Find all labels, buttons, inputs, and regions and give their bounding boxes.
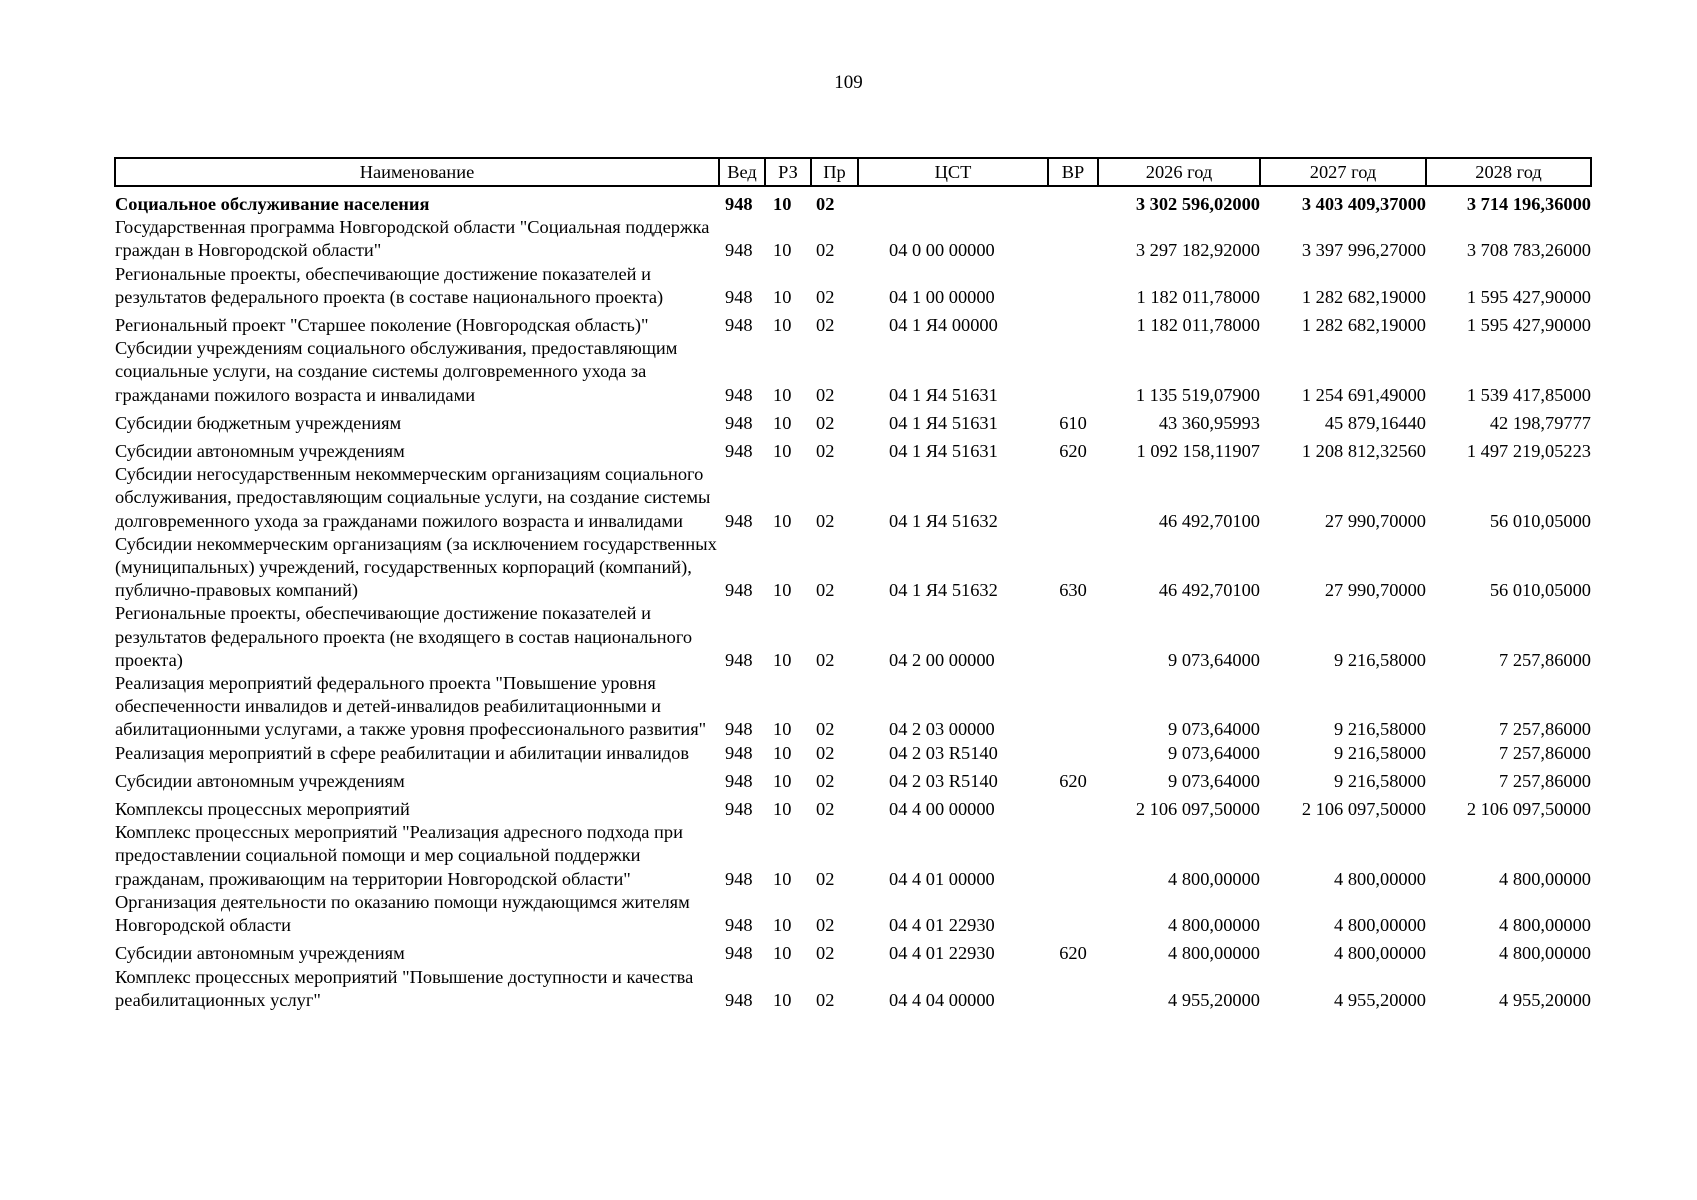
cell-2028: 3 714 196,36000: [1466, 194, 1591, 214]
cell-cst: 04 4 01 22930: [889, 915, 995, 936]
table-row: [115, 407, 1591, 435]
cell-name: Субсидии некоммерческим организациям (за исключением государственных (муниципальных) учреждений, государственных корпораций (компаний), публично-правовых компаний): [115, 533, 717, 601]
table-row: [115, 186, 1591, 216]
cell-pr: 02: [816, 719, 835, 740]
cell-cst: 04 1 00 00000: [889, 286, 995, 307]
budget-table: [114, 157, 1592, 1012]
cell-2027: 1 282 682,19000: [1301, 315, 1426, 336]
cell-2027: 9 216,58000: [1334, 742, 1426, 763]
cell-pr: 02: [816, 742, 835, 763]
cell-rz: 10: [773, 719, 792, 740]
cell-name: Региональные проекты, обеспечивающие достижение показателей и результатов федерального проекта (в составе национального проекта): [115, 263, 664, 307]
cell-name: Субсидии автономным учреждениям: [115, 441, 405, 462]
table-row: [115, 309, 1591, 337]
cell-2026: 4 800,00000: [1168, 868, 1260, 889]
table-row: [115, 602, 1591, 672]
cell-2027: 1 282 682,19000: [1301, 286, 1426, 307]
cell-rz: 10: [773, 915, 792, 936]
header-rz: РЗ: [765, 158, 811, 186]
cell-ved: 948: [725, 799, 753, 820]
cell-name: Субсидии автономным учреждениям: [115, 770, 405, 791]
cell-2027: 2 106 097,50000: [1301, 799, 1426, 820]
cell-2028: 4 800,00000: [1499, 868, 1591, 889]
cell-pr: 02: [816, 580, 835, 601]
cell-2028: 4 800,00000: [1499, 915, 1591, 936]
page-number: 109: [834, 72, 863, 93]
cell-vr: [1048, 891, 1098, 937]
cell-name: Субсидии негосударственным некоммерческим организациям социального обслуживания, предоставляющим социальные услуги, на создание системы долговременного ухода за гражданами пожилого возраста и инвалидами: [115, 464, 711, 531]
cell-2028: 4 955,20000: [1499, 989, 1591, 1010]
cell-2027: 27 990,70000: [1324, 580, 1426, 601]
cell-2028: 1 539 417,85000: [1466, 384, 1591, 405]
cell-vr: [1048, 793, 1098, 821]
cell-2026: 1 135 519,07900: [1135, 384, 1260, 405]
cell-2026: 4 800,00000: [1168, 915, 1260, 936]
cell-cst: 04 1 Я4 51631: [889, 412, 998, 433]
cell-ved: 948: [725, 742, 753, 763]
table-row: [115, 463, 1591, 533]
cell-pr: 02: [816, 240, 835, 261]
cell-vr: 630: [1059, 580, 1087, 601]
cell-ved: 948: [725, 915, 753, 936]
cell-2027: 9 216,58000: [1334, 649, 1426, 670]
cell-rz: 10: [773, 384, 792, 405]
table-row: [115, 216, 1591, 262]
cell-rz: 10: [773, 868, 792, 889]
cell-rz: 10: [773, 510, 792, 531]
cell-cst: 04 1 Я4 51632: [889, 510, 998, 531]
cell-2026: 4 955,20000: [1168, 989, 1260, 1010]
cell-2026: 46 492,70100: [1158, 510, 1260, 531]
cell-name: Субсидии бюджетным учреждениям: [115, 412, 402, 433]
cell-name: Социальное обслуживание населения: [115, 194, 430, 214]
cell-rz: 10: [773, 799, 792, 820]
cell-2028: 7 257,86000: [1499, 770, 1591, 791]
cell-ved: 948: [725, 384, 753, 405]
table-row: [115, 793, 1591, 821]
cell-2028: 7 257,86000: [1499, 649, 1591, 670]
cell-name: Субсидии учреждениям социального обслуживания, предоставляющим социальные услуги, на создание системы долговременного ухода за гражданами пожилого возраста и инвалидами: [115, 338, 678, 405]
cell-cst: 04 4 01 22930: [889, 943, 995, 964]
table-row: [115, 821, 1591, 891]
cell-rz: 10: [773, 441, 792, 462]
cell-2027: 1 254 691,49000: [1301, 384, 1426, 405]
cell-2028: 56 010,05000: [1489, 510, 1591, 531]
cell-vr: [1048, 263, 1098, 309]
cell-2028: 1 497 219,05223: [1466, 441, 1591, 462]
cell-2027: 9 216,58000: [1334, 770, 1426, 791]
table-row: [115, 966, 1591, 1012]
cell-vr: [1048, 337, 1098, 407]
cell-name: Комплексы процессных мероприятий: [115, 799, 410, 820]
cell-ved: 948: [725, 412, 753, 433]
table-row: [115, 937, 1591, 965]
cell-pr: 02: [816, 868, 835, 889]
cell-vr: [1048, 821, 1098, 891]
cell-pr: 02: [816, 943, 835, 964]
cell-cst: 04 2 03 R5140: [889, 742, 998, 763]
cell-name: Организация деятельности по оказанию помощи нуждающимся жителям Новгородской области: [115, 891, 690, 936]
table-body: [115, 186, 1591, 1012]
cell-ved: 948: [725, 649, 753, 670]
cell-ved: 948: [725, 194, 753, 214]
cell-2026: 3 297 182,92000: [1135, 240, 1260, 261]
table-header: [115, 158, 1591, 186]
cell-cst: 04 2 03 R5140: [889, 770, 998, 791]
cell-rz: 10: [773, 943, 792, 964]
cell-vr: 620: [1059, 441, 1087, 462]
cell-2026: 9 073,64000: [1168, 770, 1260, 791]
cell-vr: [1048, 742, 1098, 765]
cell-rz: 10: [773, 742, 792, 763]
cell-2026: 43 360,95993: [1158, 412, 1260, 433]
cell-2026: 3 302 596,02000: [1135, 194, 1260, 214]
cell-2028: 1 595 427,90000: [1466, 315, 1591, 336]
table-row: [115, 742, 1591, 765]
cell-2027: 27 990,70000: [1324, 510, 1426, 531]
cell-vr: 620: [1059, 770, 1087, 791]
cell-2026: 1 182 011,78000: [1136, 286, 1260, 307]
cell-2027: 1 208 812,32560: [1301, 441, 1426, 462]
cell-2027: 4 800,00000: [1334, 915, 1426, 936]
cell-cst: 04 0 00 00000: [889, 240, 995, 261]
cell-name: Комплекс процессных мероприятий "Реализация адресного подхода при предоставлении социальной помощи и мер социальной поддержки гражданам, проживающим на территории Новгородской области": [115, 822, 683, 889]
cell-2026: 1 092 158,11907: [1136, 441, 1260, 462]
cell-vr: [1048, 966, 1098, 1012]
cell-name: Региональный проект "Старшее поколение (Новгородская область)": [115, 315, 649, 336]
cell-pr: 02: [816, 799, 835, 820]
cell-rz: 10: [773, 286, 792, 307]
cell-pr: 02: [816, 194, 835, 214]
header-2027: 2027 год: [1260, 158, 1426, 186]
cell-pr: 02: [816, 315, 835, 336]
header-cst: ЦСТ: [858, 158, 1048, 186]
table-row: [115, 672, 1591, 742]
cell-cst: 04 4 01 00000: [889, 868, 995, 889]
cell-name: Региональные проекты, обеспечивающие достижение показателей и результатов федерального проекта (не входящего в состав национального проекта): [115, 603, 693, 670]
cell-pr: 02: [816, 384, 835, 405]
header-vr: ВР: [1048, 158, 1098, 186]
cell-rz: 10: [773, 194, 792, 214]
cell-pr: 02: [816, 989, 835, 1010]
cell-pr: 02: [816, 286, 835, 307]
cell-pr: 02: [816, 441, 835, 462]
cell-2026: 9 073,64000: [1168, 649, 1260, 670]
cell-name: Государственная программа Новгородской области "Социальная поддержка граждан в Новгородской области": [115, 217, 710, 261]
cell-rz: 10: [773, 580, 792, 601]
cell-cst: 04 1 Я4 51632: [889, 580, 998, 601]
cell-cst: [858, 186, 1048, 216]
table-row: [115, 337, 1591, 407]
cell-rz: 10: [773, 240, 792, 261]
cell-2027: 9 216,58000: [1334, 719, 1426, 740]
cell-2028: 7 257,86000: [1499, 742, 1591, 763]
cell-ved: 948: [725, 441, 753, 462]
cell-2028: 4 800,00000: [1499, 943, 1591, 964]
cell-vr: 610: [1059, 412, 1087, 433]
cell-2028: 3 708 783,26000: [1466, 240, 1591, 261]
cell-rz: 10: [773, 989, 792, 1010]
cell-ved: 948: [725, 989, 753, 1010]
cell-cst: 04 1 Я4 51631: [889, 441, 998, 462]
cell-rz: 10: [773, 412, 792, 433]
cell-2026: 46 492,70100: [1158, 580, 1260, 601]
table-row: [115, 891, 1591, 937]
cell-rz: 10: [773, 770, 792, 791]
cell-2026: 1 182 011,78000: [1136, 315, 1260, 336]
cell-ved: 948: [725, 286, 753, 307]
header-2026: 2026 год: [1098, 158, 1260, 186]
cell-2028: 1 595 427,90000: [1466, 286, 1591, 307]
cell-ved: 948: [725, 943, 753, 964]
table-row: [115, 533, 1591, 603]
header-ved: Вед: [719, 158, 765, 186]
cell-2026: 9 073,64000: [1168, 719, 1260, 740]
header-pr: Пр: [811, 158, 858, 186]
cell-ved: 948: [725, 315, 753, 336]
cell-cst: 04 1 Я4 51631: [889, 384, 998, 405]
header-2028: 2028 год: [1426, 158, 1591, 186]
cell-vr: [1048, 602, 1098, 672]
cell-pr: 02: [816, 510, 835, 531]
cell-name: Реализация мероприятий в сфере реабилитации и абилитации инвалидов: [115, 742, 690, 763]
cell-name: Реализация мероприятий федерального проекта "Повышение уровня обеспеченности инвалидов и детей-инвалидов реабилитационными и абилитационными услугами, а также уровня профессионального развития": [115, 673, 707, 740]
cell-2028: 56 010,05000: [1489, 580, 1591, 601]
cell-2027: 4 800,00000: [1334, 943, 1426, 964]
cell-cst: 04 2 03 00000: [889, 719, 995, 740]
cell-2028: 42 198,79777: [1489, 412, 1591, 433]
cell-pr: 02: [816, 649, 835, 670]
cell-cst: 04 2 00 00000: [889, 649, 995, 670]
cell-name: Субсидии автономным учреждениям: [115, 943, 405, 964]
cell-vr: [1048, 186, 1098, 216]
cell-2027: 3 397 996,27000: [1301, 240, 1426, 261]
cell-ved: 948: [725, 580, 753, 601]
cell-vr: [1048, 309, 1098, 337]
cell-vr: 620: [1059, 943, 1087, 964]
table-row: [115, 765, 1591, 793]
cell-cst: 04 1 Я4 00000: [889, 315, 998, 336]
cell-ved: 948: [725, 770, 753, 791]
cell-ved: 948: [725, 868, 753, 889]
cell-pr: 02: [816, 412, 835, 433]
table-row: [115, 435, 1591, 463]
cell-2026: 4 800,00000: [1168, 943, 1260, 964]
cell-ved: 948: [725, 240, 753, 261]
cell-rz: 10: [773, 315, 792, 336]
cell-rz: 10: [773, 649, 792, 670]
cell-pr: 02: [816, 915, 835, 936]
header-name: Наименование: [115, 158, 719, 186]
cell-2028: 7 257,86000: [1499, 719, 1591, 740]
cell-vr: [1048, 216, 1098, 262]
cell-2028: 2 106 097,50000: [1466, 799, 1591, 820]
cell-2026: 9 073,64000: [1168, 742, 1260, 763]
cell-ved: 948: [725, 510, 753, 531]
cell-cst: 04 4 00 00000: [889, 799, 995, 820]
cell-vr: [1048, 463, 1098, 533]
cell-pr: 02: [816, 770, 835, 791]
cell-name: Комплекс процессных мероприятий "Повышение доступности и качества реабилитационных услуг": [115, 966, 694, 1010]
cell-2027: 45 879,16440: [1324, 412, 1426, 433]
cell-2027: 4 800,00000: [1334, 868, 1426, 889]
cell-cst: 04 4 04 00000: [889, 989, 995, 1010]
cell-2027: 4 955,20000: [1334, 989, 1426, 1010]
cell-vr: [1048, 672, 1098, 742]
header-row: [115, 158, 1591, 186]
cell-ved: 948: [725, 719, 753, 740]
cell-2027: 3 403 409,37000: [1301, 194, 1426, 214]
table-row: [115, 263, 1591, 309]
cell-2026: 2 106 097,50000: [1135, 799, 1260, 820]
